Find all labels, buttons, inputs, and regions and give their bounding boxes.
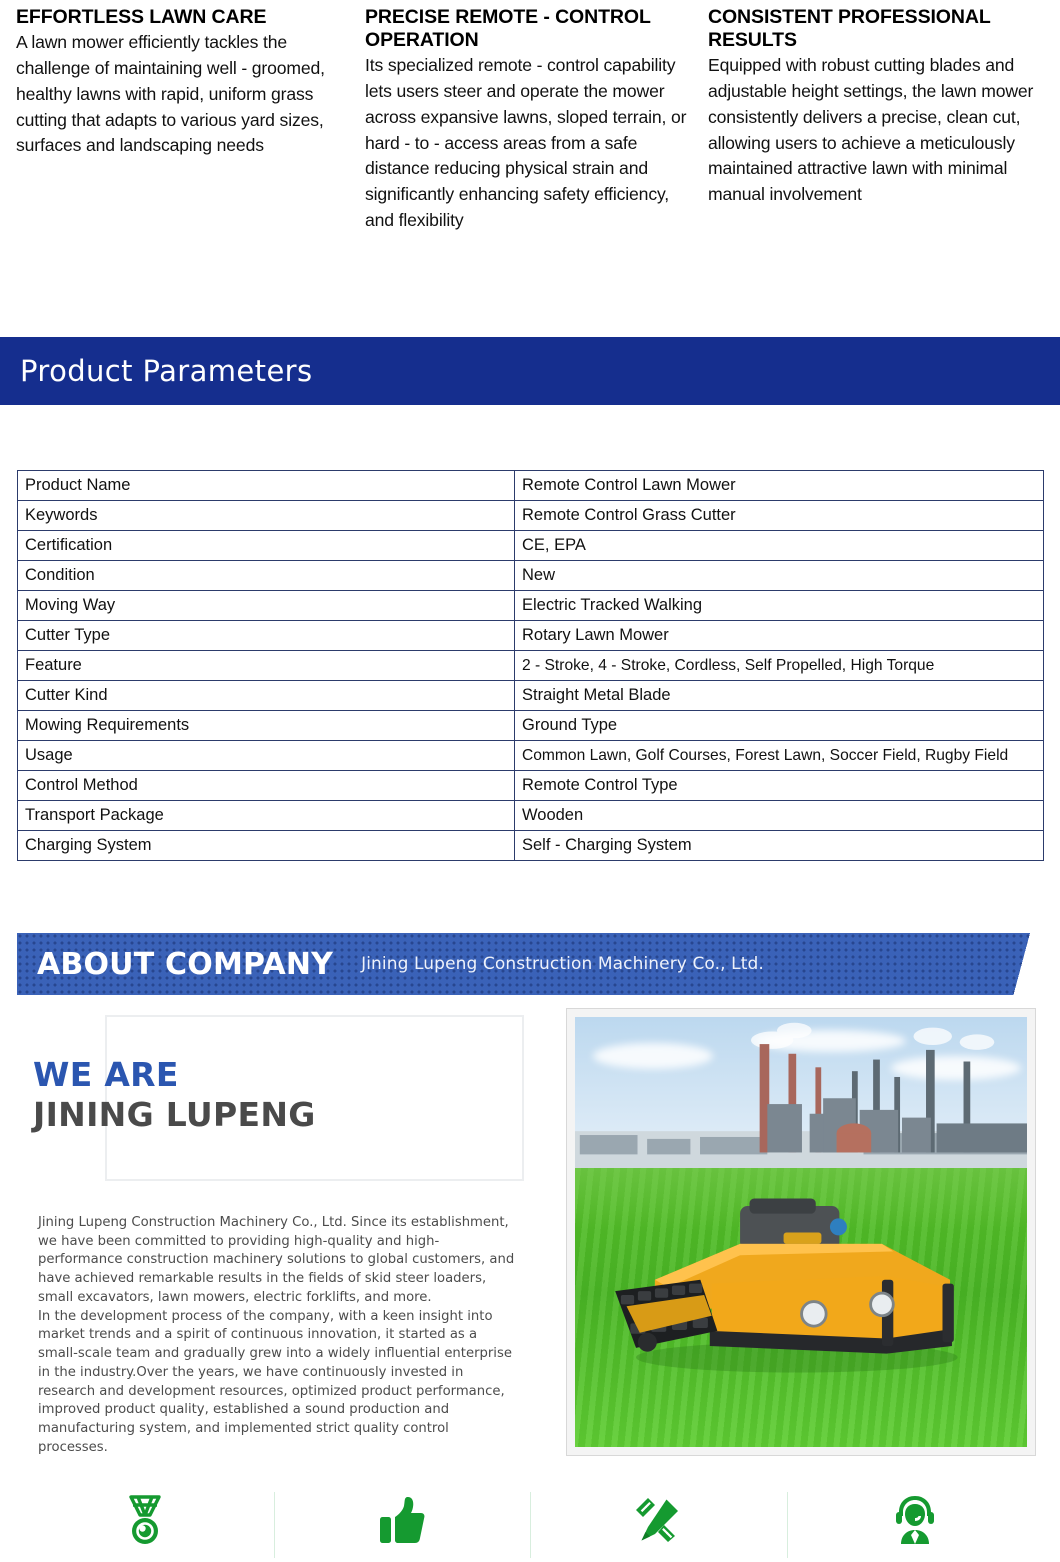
param-value: New — [515, 561, 1044, 591]
param-value: Self - Charging System — [515, 831, 1044, 861]
table-row — [18, 561, 1044, 591]
param-key: Keywords — [18, 501, 515, 531]
thumbs-up-icon — [378, 1495, 426, 1545]
customer-service-icon — [891, 1494, 939, 1546]
table-row — [18, 651, 1044, 681]
param-key: Usage — [18, 741, 515, 771]
param-value: Remote Control Type — [515, 771, 1044, 801]
table-row — [18, 831, 1044, 861]
product-parameters-title: Product Parameters — [20, 354, 313, 388]
param-value: Remote Control Grass Cutter — [515, 501, 1044, 531]
param-value: Ground Type — [515, 711, 1044, 741]
table-body — [18, 471, 1044, 861]
param-key: Mowing Requirements — [18, 711, 515, 741]
feature-title: EFFORTLESS LAWN CARE — [16, 6, 267, 28]
table-row — [18, 801, 1044, 831]
param-key: Transport Package — [18, 801, 515, 831]
table-row — [18, 501, 1044, 531]
param-key: Feature — [18, 651, 515, 681]
table-row — [18, 741, 1044, 771]
param-value: Remote Control Lawn Mower — [515, 471, 1044, 501]
feature-highlights — [0, 0, 1060, 234]
medal-icon — [123, 1493, 167, 1547]
param-value: CE, EPA — [515, 531, 1044, 561]
we-are-line-2: JINING LUPENG — [33, 1095, 316, 1135]
table-row — [18, 711, 1044, 741]
about-paragraph-1: Jining Lupeng Construction Machinery Co., Ltd. Since its establishment, we have been committed to providing high-quality and high-performance construction machinery solutions to global customers, and have achieved remarkable results in the fields of skid steer loaders, small excavators, lawn mowers, electric forklifts, and more. — [38, 1215, 515, 1305]
param-key: Cutter Kind — [18, 681, 515, 711]
param-value: 2 - Stroke, 4 - Stroke, Cordless, Self Propelled, High Torque — [515, 651, 1044, 681]
param-key: Charging System — [18, 831, 515, 861]
feature-title: PRECISE REMOTE - CONTROL OPERATION — [365, 6, 651, 51]
advantage-item-service — [787, 1478, 1044, 1562]
feature-body: Equipped with robust cutting blades and adjustable height settings, the lawn mower consistently delivers a precise, clean cut, allowing users to achieve a meticulously maintained attractive lawn with minimal manual involvement — [708, 55, 1034, 205]
table-row — [18, 471, 1044, 501]
param-value: Rotary Lawn Mower — [515, 621, 1044, 651]
about-company-subtitle: Jining Lupeng Construction Machinery Co., Ltd. — [361, 954, 764, 974]
param-value: Common Lawn, Golf Courses, Forest Lawn, Soccer Field, Rugby Field — [515, 741, 1044, 771]
param-value: Wooden — [515, 801, 1044, 831]
table-row — [18, 771, 1044, 801]
feature-column-1 — [0, 6, 360, 234]
product-parameters-banner — [0, 337, 1060, 405]
about-company-title: ABOUT COMPANY — [37, 946, 334, 982]
factory-skyline-illustration — [575, 1017, 1027, 1172]
feature-column-2 — [360, 6, 705, 234]
param-key: Condition — [18, 561, 515, 591]
param-key: Product Name — [18, 471, 515, 501]
pencil-ruler-icon — [633, 1495, 683, 1545]
we-are-line-1: WE ARE — [33, 1055, 179, 1094]
advantage-item-design — [530, 1478, 787, 1562]
remote-control-lawn-mower-illustration — [593, 1189, 982, 1378]
we-are-heading — [33, 1055, 316, 1136]
table-row — [18, 621, 1044, 651]
table-row — [18, 531, 1044, 561]
about-company-description — [38, 1214, 520, 1458]
table-row — [18, 591, 1044, 621]
param-key: Certification — [18, 531, 515, 561]
advantage-item-quality — [17, 1478, 274, 1562]
feature-title: CONSISTENT PROFESSIONAL RESULTS — [708, 6, 991, 51]
about-paragraph-2: In the development process of the company, with a keen insight into market trends and a spirit of continuous innovation, it started as a small-scale team and gradually grew into a widely influential enterprise in the industry.Over the years, we have continuously invested in research and development resources, optimized product performance, improved product quality, established a sound production and manufacturing system, and implemented strict quality control processes. — [38, 1308, 512, 1455]
company-product-photo — [575, 1017, 1027, 1447]
advantage-item-recommended — [274, 1478, 531, 1562]
param-value: Electric Tracked Walking — [515, 591, 1044, 621]
product-parameters-table — [17, 470, 1044, 861]
company-advantage-icon-strip — [17, 1478, 1043, 1562]
param-key: Cutter Type — [18, 621, 515, 651]
feature-body: A lawn mower efficiently tackles the challenge of maintaining well - groomed, healthy lawns with rapid, uniform grass cutting that adapts to various yard sizes, surfaces and landscaping needs — [16, 32, 325, 156]
param-key: Moving Way — [18, 591, 515, 621]
feature-column-3 — [705, 6, 1060, 234]
table-row — [18, 681, 1044, 711]
param-key: Control Method — [18, 771, 515, 801]
company-product-photo-frame — [566, 1008, 1036, 1456]
about-company-banner — [17, 933, 1043, 995]
feature-body: Its specialized remote - control capability lets users steer and operate the mower across expansive lawns, sloped terrain, or hard - to - access areas from a safe distance reducing physical strain and significantly enhancing safety efficiency, and flexibility — [365, 55, 687, 231]
param-value: Straight Metal Blade — [515, 681, 1044, 711]
